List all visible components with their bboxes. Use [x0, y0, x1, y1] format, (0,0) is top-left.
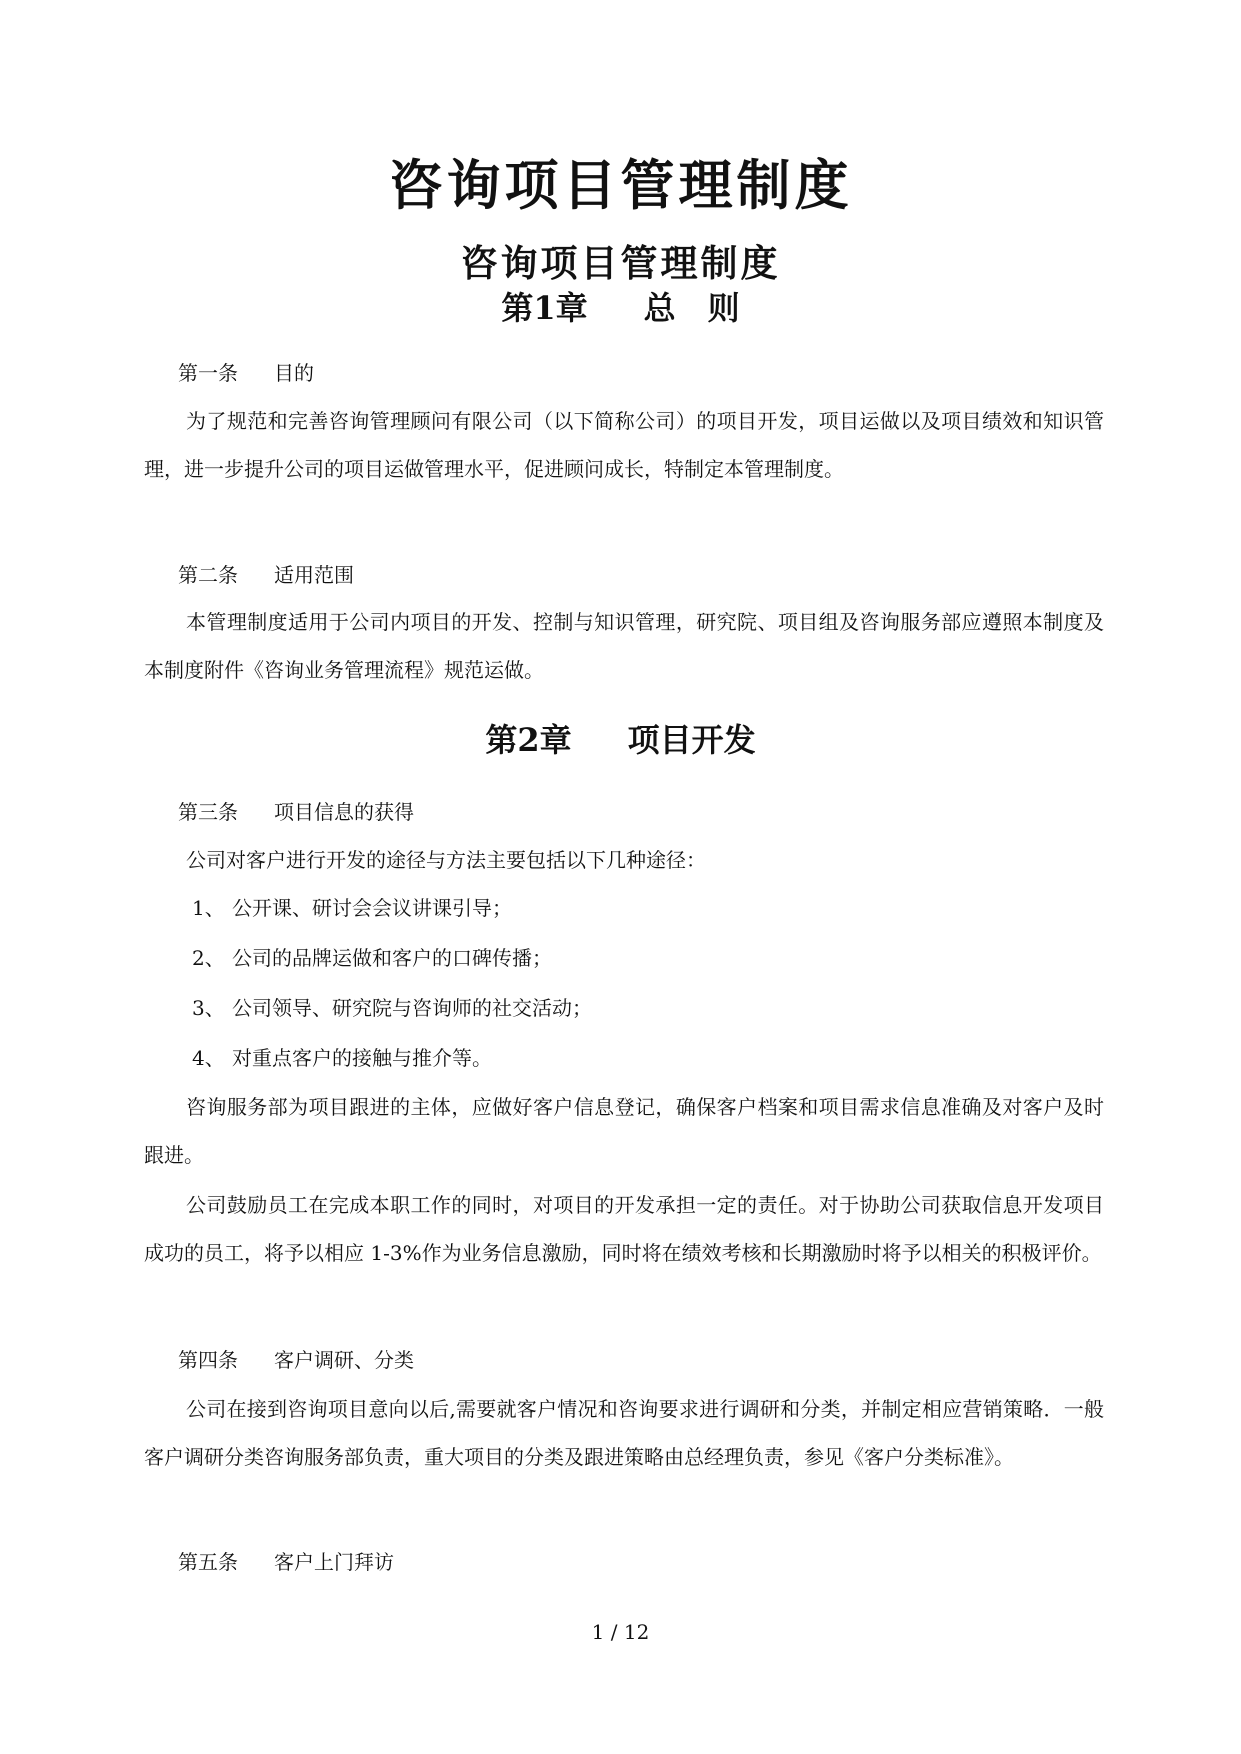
list-item-number: 2、	[192, 946, 225, 970]
article-intro: 公司对客户进行开发的途径与方法主要包括以下几种途径：	[186, 848, 706, 872]
list-item-number: 1、	[192, 896, 225, 920]
list-item-text: 公司的品牌运做和客户的口碑传播；	[232, 946, 552, 970]
list-item	[192, 1043, 492, 1073]
list-item-number: 3、	[192, 996, 225, 1020]
article-paragraph: 本管理制度适用于公司内项目的开发、控制与知识管理，研究院、项目组及咨询服务部应遵照本制度及本制度附件《咨询业务管理流程》规范运做。	[144, 610, 1104, 682]
chapter-heading	[0, 286, 1241, 330]
list-item	[192, 993, 592, 1023]
article-heading	[178, 358, 314, 388]
list-item-text: 对重点客户的接触与推介等。	[232, 1046, 492, 1070]
article-heading	[178, 797, 414, 827]
chapter-name: 总 则	[643, 289, 740, 327]
document-title: 咨询项目管理制度	[388, 153, 853, 217]
article-number: 第二条	[178, 563, 238, 587]
article-paragraph: 公司在接到咨询项目意向以后,需要就客户情况和咨询要求进行调研和分类，并制定相应营销策略．一般客户调研分类咨询服务部负责，重大项目的分类及跟进策略由总经理负责，参见《客户分类标准》。	[144, 1397, 1104, 1469]
article-heading	[178, 1547, 394, 1577]
article-title: 适用范围	[274, 563, 354, 587]
article-number: 第三条	[178, 800, 238, 824]
article-paragraph: 为了规范和完善咨询管理顾问有限公司（以下简称公司）的项目开发，项目运做以及项目绩效和知识管理，进一步提升公司的项目运做管理水平，促进顾问成长，特制定本管理制度。	[144, 409, 1104, 481]
article-heading	[178, 1345, 414, 1375]
article-title: 目的	[274, 361, 314, 385]
article-paragraph: 公司鼓励员工在完成本职工作的同时，对项目的开发承担一定的责任。对于协助公司获取信息开发项目成功的员工，将予以相应 1-3%作为业务信息激励，同时将在绩效考核和长期激励时将予以相关的积极评价。	[144, 1193, 1104, 1265]
chapter-number: 第1章	[501, 289, 588, 327]
page-number: 1 / 12	[591, 1620, 650, 1644]
list-item-number: 4、	[192, 1046, 225, 1070]
list-item	[192, 893, 512, 923]
chapter-name: 项目开发	[627, 721, 756, 759]
article-number: 第四条	[178, 1348, 238, 1372]
chapter-number: 第2章	[485, 721, 572, 759]
article-heading	[178, 560, 354, 590]
list-item-text: 公司领导、研究院与咨询师的社交活动；	[232, 996, 592, 1020]
document-subtitle: 咨询项目管理制度	[460, 241, 781, 285]
list-item	[192, 943, 552, 973]
chapter-heading	[0, 718, 1241, 762]
article-title: 客户调研、分类	[274, 1348, 414, 1372]
article-paragraph: 咨询服务部为项目跟进的主体，应做好客户信息登记，确保客户档案和项目需求信息准确及对客户及时跟进。	[144, 1095, 1104, 1167]
article-number: 第五条	[178, 1550, 238, 1574]
article-title: 客户上门拜访	[274, 1550, 394, 1574]
list-item-text: 公开课、研讨会会议讲课引导；	[232, 896, 512, 920]
article-number: 第一条	[178, 361, 238, 385]
article-title: 项目信息的获得	[274, 800, 414, 824]
